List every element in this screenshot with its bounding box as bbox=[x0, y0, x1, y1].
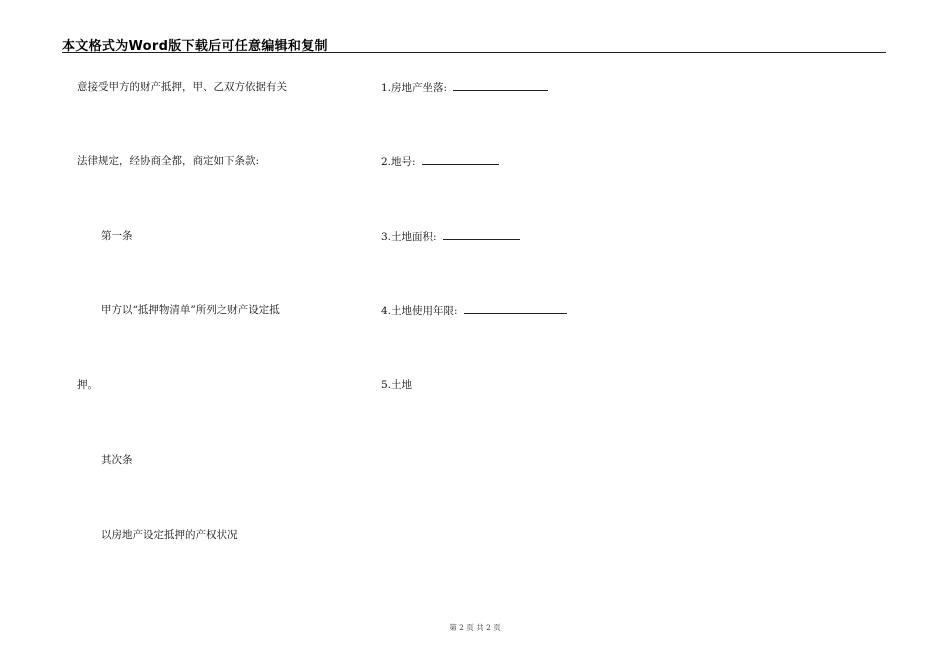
page-number: 第 2 页 共 2 页 bbox=[449, 623, 501, 632]
page-header bbox=[62, 34, 886, 53]
property-location-field bbox=[381, 80, 548, 95]
land-use-term-field bbox=[381, 303, 567, 318]
article-heading: 其次条 bbox=[101, 454, 133, 466]
fill-blank bbox=[422, 154, 499, 165]
body-line: 以房地产设定抵押的产权状况 bbox=[101, 529, 238, 541]
lot-number-field bbox=[381, 154, 499, 169]
body-line: 押。 bbox=[77, 379, 98, 391]
field-label: 5.土地 bbox=[381, 379, 413, 391]
field-label: 3.土地面积: bbox=[381, 231, 437, 243]
land-field bbox=[381, 378, 412, 392]
document-title: 本文格式为Word版下载后可任意编辑和复制 bbox=[62, 39, 328, 54]
field-label: 2.地号: bbox=[381, 156, 416, 168]
body-line: 甲方以“抵押物清单”所列之财产设定抵 bbox=[101, 304, 280, 316]
field-label: 1.房地产坐落: bbox=[381, 82, 448, 94]
fill-blank bbox=[453, 80, 548, 91]
fill-blank bbox=[464, 303, 567, 314]
fill-blank bbox=[443, 229, 520, 240]
land-area-field bbox=[381, 229, 520, 244]
article-heading: 第一条 bbox=[101, 230, 133, 242]
body-line: 法律规定，经协商全都，商定如下条款: bbox=[77, 155, 260, 167]
body-line: 意接受甲方的财产抵押，甲、乙双方依据有关 bbox=[77, 81, 287, 93]
field-label: 4.土地使用年限: bbox=[381, 305, 458, 317]
